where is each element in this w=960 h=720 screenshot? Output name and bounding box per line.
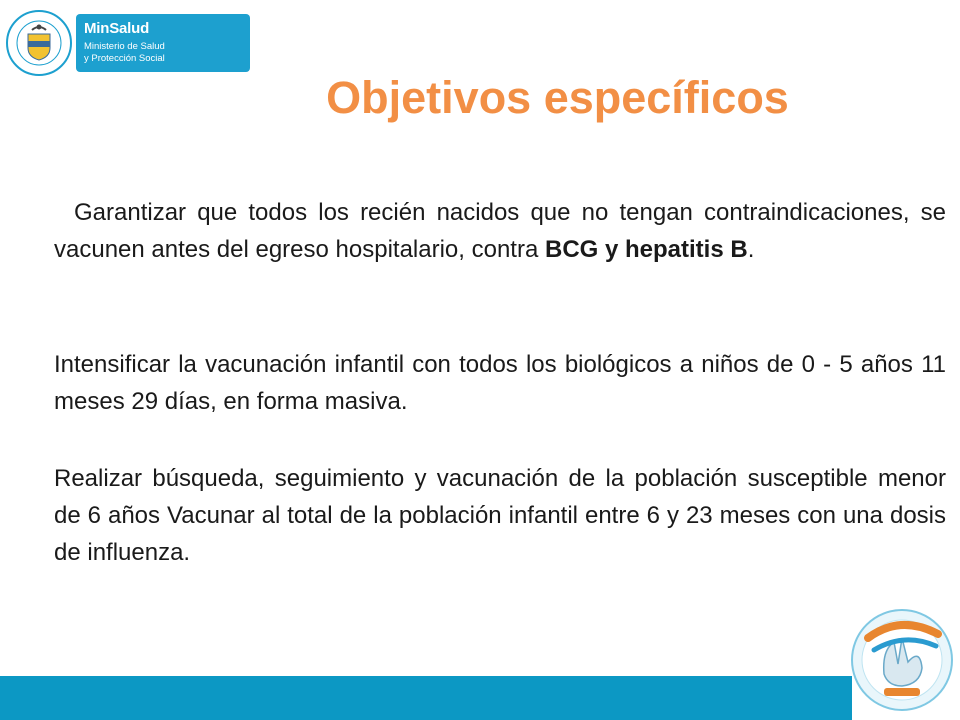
brand-box — [76, 14, 250, 72]
brand-name: MinSalud — [84, 20, 150, 37]
colombia-seal-icon — [6, 10, 72, 76]
paragraph-1 — [54, 194, 946, 268]
paragraph-1-bold: BCG y hepatitis B — [544, 236, 748, 263]
paragraph-2: Intensificar la vacunación infantil con todos los biológicos a niños de 0 - 5 años 11 meses 29 días, en forma masiva. — [54, 351, 946, 415]
minsalud-logo — [0, 0, 262, 82]
footer-bar — [0, 676, 852, 720]
brand-line-2: y Protección Social — [84, 53, 165, 64]
paragraph-1-text-b: . — [747, 236, 755, 263]
vaccination-campaign-logo-icon — [850, 608, 954, 712]
paragraph-1-text-a: Garantizar que todos los recién nacidos que no tengan contraindicaciones, se vacunen antes del egreso hospitalario, contra — [54, 199, 946, 263]
paragraph-3: Realizar búsqueda, seguimiento y vacunación de la población susceptible menor de 6 años Vacunar al total de la población infantil entre 6 y 23 meses con una dosis de influenza. — [54, 465, 946, 566]
slide-title: Objetivos específicos — [326, 72, 789, 123]
brand-line-1: Ministerio de Salud — [84, 41, 165, 52]
